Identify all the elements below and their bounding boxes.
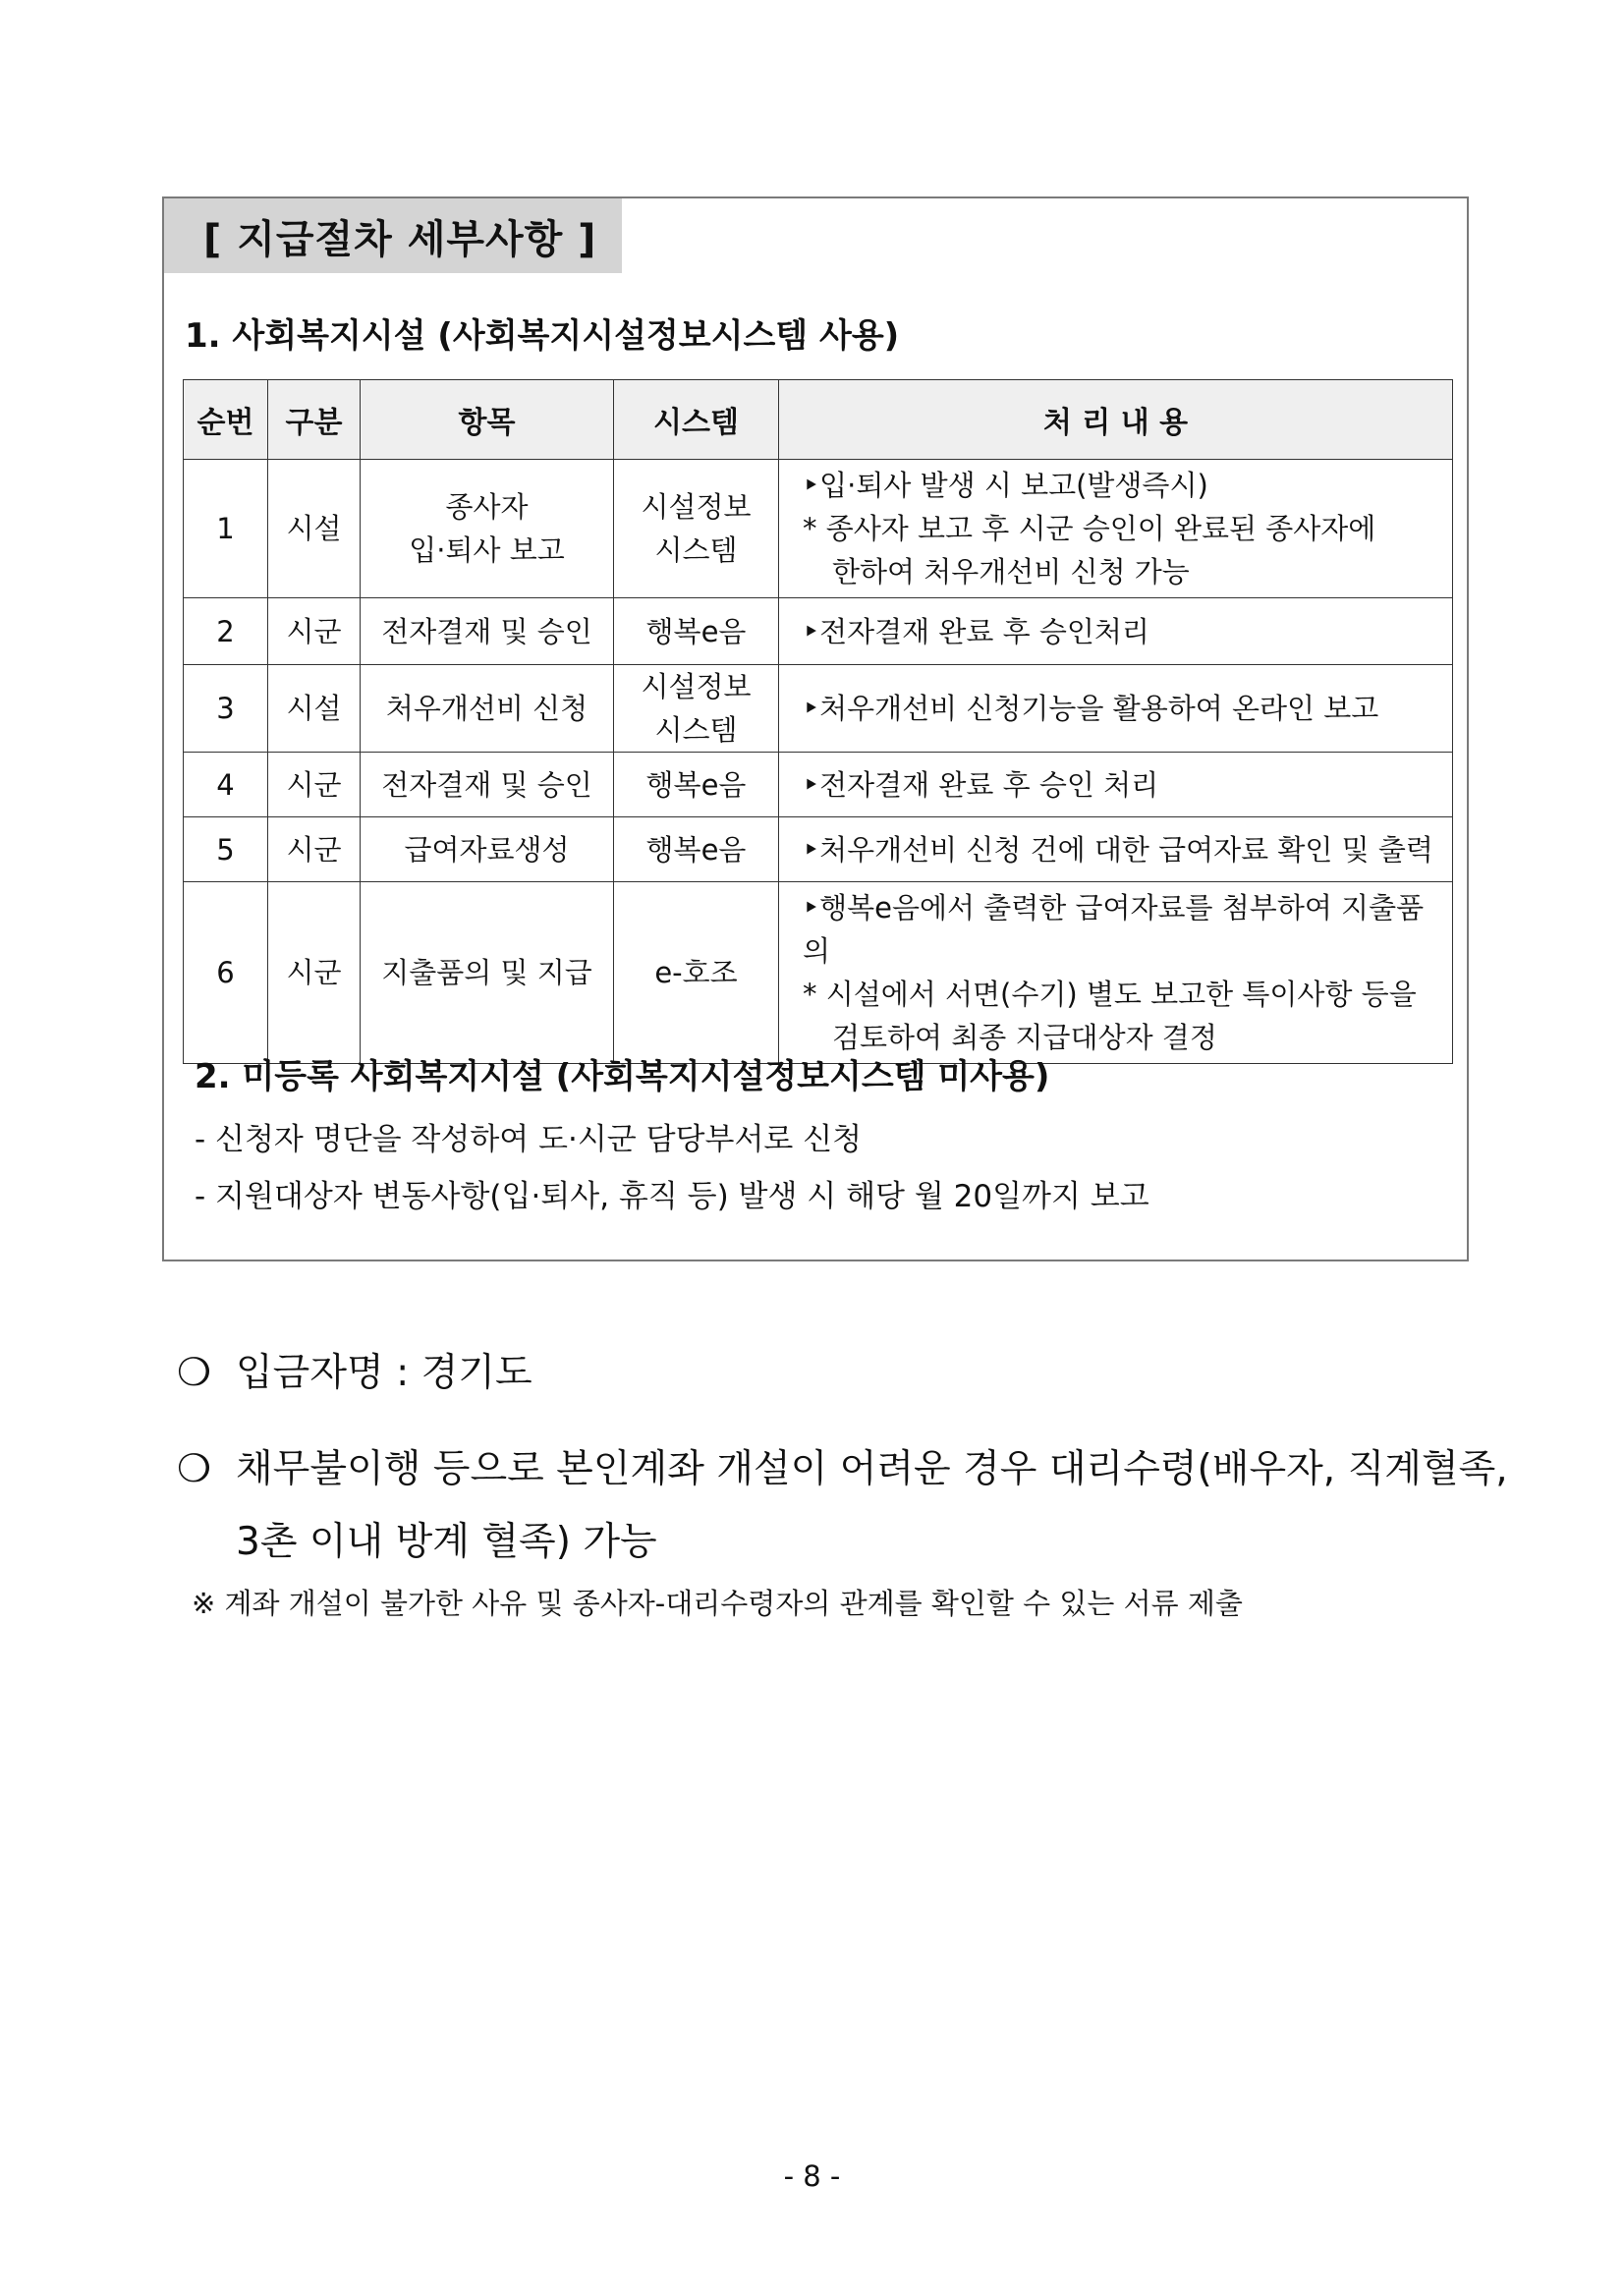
detail-line: ‣행복e음에서 출력한 급여자료를 첨부하여 지출품의 (803, 891, 1425, 968)
table-row (184, 817, 1453, 882)
dash-line: - 신청자 명단을 작성하여 도·시군 담당부서로 신청 (195, 1122, 863, 1157)
table-header-row (184, 380, 1453, 460)
cell-system: 행복e음 (614, 817, 779, 882)
page-number: - 8 - (783, 2159, 841, 2193)
system-line: 시설정보 (641, 670, 752, 703)
detail-line: 검토하여 최종 지급대상자 결정 (832, 1021, 1217, 1054)
table-row (184, 753, 1453, 817)
detail-line: ‣입·퇴사 발생 시 보고(발생즉시) (803, 469, 1208, 502)
system-line: 시설정보 (641, 490, 752, 524)
detail-line: * 시설에서 서면(수기) 별도 보고한 특이사항 등을 (803, 978, 1417, 1011)
cell-div: 시설 (268, 460, 361, 598)
circle-bullet-icon: ❍ (177, 1351, 211, 1395)
procedure-table (183, 379, 1453, 1064)
system-line: 시스템 (654, 533, 738, 567)
cell-item: 전자결재 및 승인 (361, 753, 614, 817)
cell-div: 시군 (268, 882, 361, 1064)
cell-no: 2 (184, 598, 268, 665)
cell-detail (779, 460, 1453, 598)
dash-line: - 지원대상자 변동사항(입·퇴사, 휴직 등) 발생 시 해당 월 20일까지 보고 (195, 1179, 1149, 1214)
cell-system (614, 460, 779, 598)
header-detail: 처 리 내 용 (779, 380, 1453, 460)
item-text: 채무불이행 등으로 본인계좌 개설이 어려운 경우 대리수령(배우자, 직계혈족, (236, 1447, 1508, 1491)
cell-detail: ‣전자결재 완료 후 승인처리 (779, 598, 1453, 665)
table-row (184, 882, 1453, 1064)
cell-no: 6 (184, 882, 268, 1064)
cell-detail: ‣처우개선비 신청 건에 대한 급여자료 확인 및 출력 (779, 817, 1453, 882)
header-div: 구분 (268, 380, 361, 460)
detail-line: * 종사자 보고 후 시군 승인이 완료된 종사자에 (803, 512, 1376, 545)
cell-item: 전자결재 및 승인 (361, 598, 614, 665)
box-title: [ 지급절차 세부사항 ] (164, 198, 622, 273)
cell-item: 지출품의 및 지급 (361, 882, 614, 1064)
cell-div: 시군 (268, 598, 361, 665)
cell-item (361, 460, 614, 598)
item-text: 입금자명 : 경기도 (236, 1351, 532, 1395)
header-item: 항목 (361, 380, 614, 460)
cell-system: 행복e음 (614, 753, 779, 817)
reference-note: ※ 계좌 개설이 불가한 사유 및 종사자-대리수령자의 관계를 확인할 수 있는 서류 제출 (192, 1587, 1243, 1620)
cell-no: 3 (184, 665, 268, 753)
table-row (184, 460, 1453, 598)
cell-item: 처우개선비 신청 (361, 665, 614, 753)
section2-heading: 2. 미등록 사회복지시설 (사회복지시설정보시스템 미사용) (195, 1057, 1050, 1096)
detail-line: 한하여 처우개선비 신청 가능 (832, 555, 1190, 588)
cell-detail: ‣전자결재 완료 후 승인 처리 (779, 753, 1453, 817)
item-line: 종사자 (445, 490, 529, 524)
circle-bullet-icon: ❍ (177, 1447, 211, 1491)
system-line: 시스템 (654, 713, 738, 747)
cell-system (614, 665, 779, 753)
header-no: 순번 (184, 380, 268, 460)
item-text-continued: 3촌 이내 방계 혈족) 가능 (236, 1520, 657, 1564)
cell-no: 5 (184, 817, 268, 882)
cell-no: 4 (184, 753, 268, 817)
cell-detail: ‣처우개선비 신청기능을 활용하여 온라인 보고 (779, 665, 1453, 753)
cell-div: 시군 (268, 753, 361, 817)
cell-div: 시군 (268, 817, 361, 882)
procedure-box (162, 196, 1469, 1261)
item-line: 입·퇴사 보고 (409, 533, 565, 567)
cell-system: 행복e음 (614, 598, 779, 665)
cell-no: 1 (184, 460, 268, 598)
header-system: 시스템 (614, 380, 779, 460)
table-row (184, 665, 1453, 753)
section1-heading: 1. 사회복지시설 (사회복지시설정보시스템 사용) (185, 316, 900, 356)
cell-item: 급여자료생성 (361, 817, 614, 882)
table-row (184, 598, 1453, 665)
cell-system: e-호조 (614, 882, 779, 1064)
cell-detail (779, 882, 1453, 1064)
cell-div: 시설 (268, 665, 361, 753)
item-proxy-receipt (177, 1438, 1508, 1493)
item-deposit-name (177, 1342, 532, 1397)
